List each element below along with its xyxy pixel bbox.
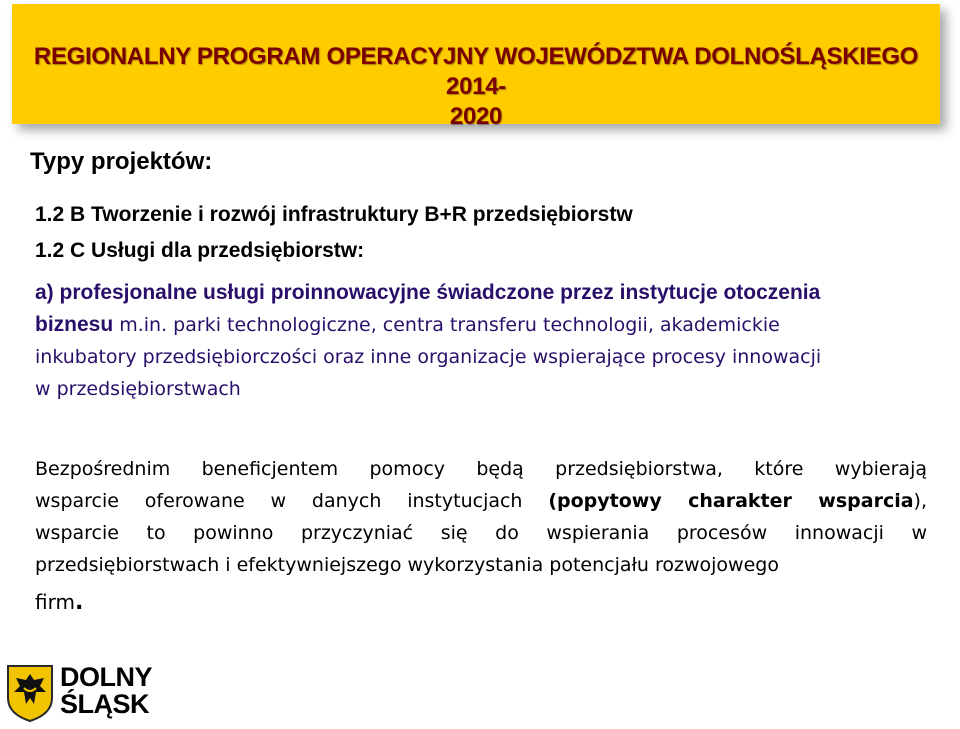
paragraph-line5 — [35, 590, 83, 615]
paragraph-line5-period: . — [74, 590, 84, 615]
section-heading: Typy projektów: — [30, 148, 213, 175]
sub-item-a-bold: biznesu — [35, 313, 114, 336]
dolny-slask-logo — [6, 664, 166, 722]
program-title-line1: REGIONALNY PROGRAM OPERACYJNY WOJEWÓDZTWA DOLNOŚLĄSKIEGO 2014- — [33, 43, 919, 100]
logo-wordmark — [60, 664, 152, 718]
paragraph-line3: wsparcie to powinno przyczyniać się do wspierania procesów innowacji w — [35, 522, 927, 544]
sub-item-a-line3: inkubatory przedsiębiorczości oraz inne organizacje wspierające procesy innowacji — [35, 346, 822, 368]
sub-item-a-line1: a) profesjonalne usługi proinnowacyjne świadczone przez instytucje otoczenia — [35, 281, 821, 304]
sub-item-a-line4: w przedsiębiorstwach — [35, 378, 241, 400]
header-banner — [12, 4, 940, 130]
paragraph-emphasis: (popytowy charakter wsparcia — [548, 490, 914, 512]
eagle-crest-icon — [6, 664, 54, 722]
logo-line2: ŚLĄSK — [60, 689, 150, 719]
beneficiary-paragraph — [35, 453, 927, 581]
sub-item-a-line2 — [35, 313, 780, 337]
paragraph-line5-word: firm — [35, 590, 75, 614]
project-item-1-2-c: 1.2 C Usługi dla przedsiębiorstw: — [35, 239, 365, 262]
paragraph-line4: przedsiębiorstwach i efektywniejszego wykorzystania potencjału rozwojowego — [35, 554, 779, 576]
paragraph-line2-pre: wsparcie oferowane w danych instytucjach — [35, 490, 549, 512]
paragraph-line2-post: ), — [913, 490, 927, 512]
paragraph-line1: Bezpośrednim beneficjentem pomocy będą przedsiębiorstwa, które wybierają — [35, 458, 927, 480]
project-item-1-2-b: 1.2 B Tworzenie i rozwój infrastruktury B+R przedsiębiorstw — [35, 203, 633, 226]
logo-line1: DOLNY — [60, 662, 152, 692]
sub-item-a-rest: m.in. parki technologiczne, centra transferu technologii, akademickie — [113, 314, 780, 336]
program-title — [12, 42, 940, 132]
paragraph-line2 — [35, 485, 927, 517]
program-title-line2: 2020 — [449, 103, 503, 130]
